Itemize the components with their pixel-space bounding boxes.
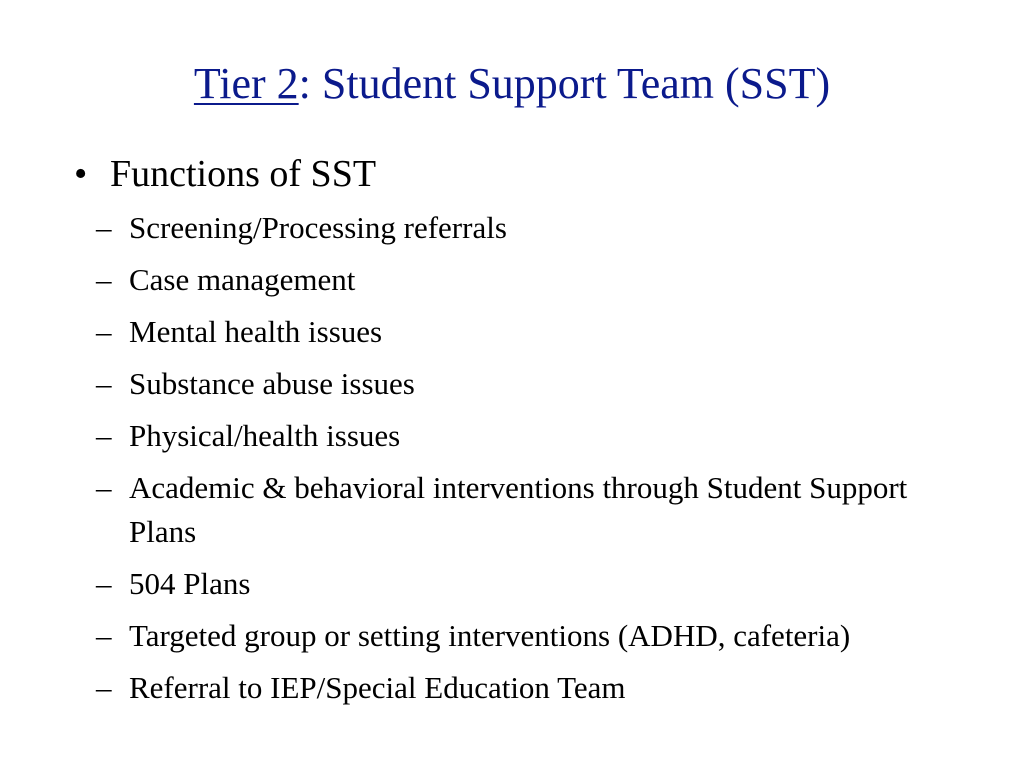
list-item <box>96 414 976 458</box>
sub-bullet-list <box>96 206 976 718</box>
list-item <box>96 466 976 554</box>
dash-icon: – <box>96 670 112 705</box>
list-item-text: Substance abuse issues <box>129 366 415 401</box>
list-item <box>96 362 976 406</box>
dash-icon: – <box>96 470 112 505</box>
main-bullet <box>74 150 376 198</box>
slide-title <box>0 56 1024 112</box>
list-item <box>96 562 976 606</box>
title-text: : Student Support Team (SST) <box>298 59 831 108</box>
bullet-icon: • <box>74 153 88 195</box>
list-item-text: Mental health issues <box>129 314 383 349</box>
list-item-text: 504 Plans <box>129 566 251 601</box>
list-item-text: Academic & behavioral interventions through Student Support Plans <box>129 470 908 549</box>
dash-icon: – <box>96 210 112 245</box>
list-item <box>96 666 976 710</box>
dash-icon: – <box>96 618 112 653</box>
list-item-text: Physical/health issues <box>129 418 401 453</box>
tier-2-link[interactable]: Tier 2 <box>193 59 299 108</box>
dash-icon: – <box>96 366 112 401</box>
dash-icon: – <box>96 262 112 297</box>
main-bullet-text: Functions of SST <box>110 153 377 195</box>
list-item-text: Referral to IEP/Special Education Team <box>129 670 626 705</box>
dash-icon: – <box>96 314 112 349</box>
list-item <box>96 614 976 658</box>
list-item <box>96 258 976 302</box>
list-item-text: Targeted group or setting interventions (ADHD, cafeteria) <box>129 618 851 653</box>
list-item <box>96 310 976 354</box>
list-item-text: Case management <box>129 262 356 297</box>
list-item <box>96 206 976 250</box>
dash-icon: – <box>96 566 112 601</box>
list-item-text: Screening/Processing referrals <box>129 210 507 245</box>
dash-icon: – <box>96 418 112 453</box>
